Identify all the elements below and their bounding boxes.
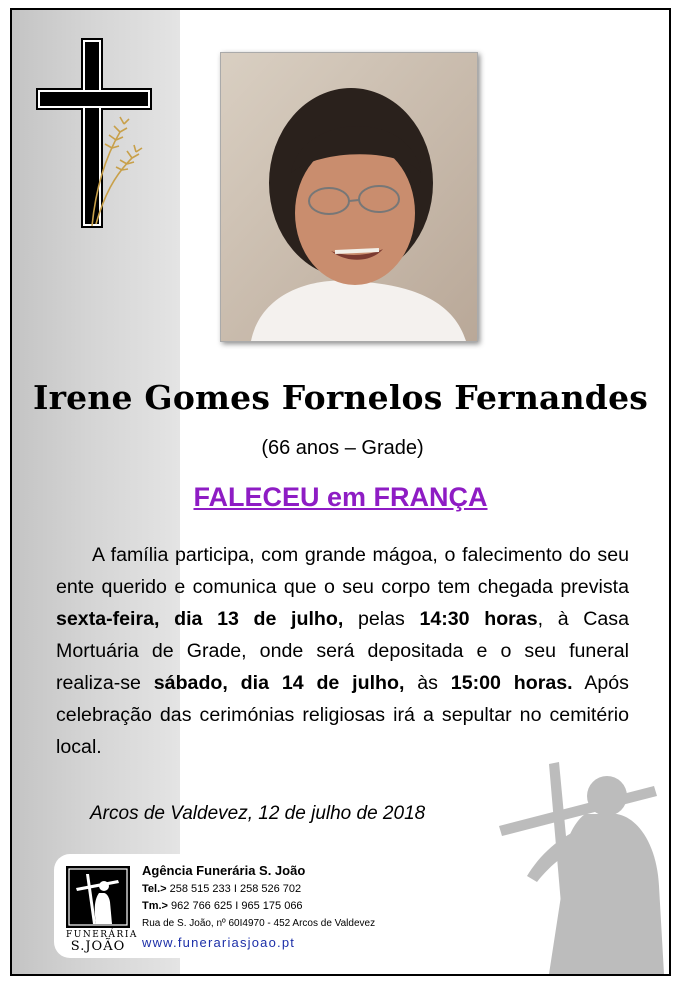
announcement-part: Após celebração das cerimónias religiosas irá a sepultar no cemitério local.: [56, 672, 629, 758]
agency-card: [54, 854, 464, 958]
agency-phone: [142, 881, 462, 898]
mobile-label: Tm.>: [142, 900, 168, 912]
agency-mobile: [142, 898, 462, 915]
place-date: Arcos de Valdevez, 12 de julho de 2018: [90, 803, 426, 824]
obituary-notice: [10, 8, 671, 976]
announcement-part: A família participa, com grande mágoa, o falecimento do seu ente querido e comunica que o seu corpo tem chegada prevista: [56, 544, 629, 598]
cross-icon: [34, 36, 158, 236]
agency-name: Agência Funerária S. João: [142, 863, 306, 878]
agency-website[interactable]: www.funerariasjoao.pt: [142, 935, 296, 950]
logo-word-funeraria: FUNERÁRIA: [66, 930, 138, 940]
tel-numbers: 258 515 233 I 258 526 702: [166, 883, 302, 895]
announcement-part: pelas: [343, 608, 420, 630]
portrait-photo: [220, 52, 478, 342]
tel-label: Tel.>: [142, 883, 167, 895]
announcement-part: , à Casa Mortuária de Grade, onde será depositada e o seu funeral realiza-se: [56, 608, 630, 694]
agency-details: [142, 862, 462, 951]
announcement-bold: 15:00 horas.: [450, 672, 573, 694]
agency-address: Rua de S. João, nº 60I4970 - 452 Arcos de Valdevez: [142, 918, 376, 929]
deceased-age-location: [12, 437, 669, 460]
agency-logo: [66, 866, 138, 958]
headline: FALECEU em FRANÇA: [193, 482, 488, 512]
subtitle-text: (66 anos – Grade): [261, 437, 424, 459]
mobile-numbers: 962 766 625 I 965 175 066: [167, 900, 303, 912]
pilgrim-silhouette: [489, 756, 669, 974]
deceased-name: Irene Gomes Fornelos Fernandes: [32, 378, 649, 417]
logo-word-sjoao: S.JOÃO: [70, 939, 126, 954]
announcement-text: [56, 539, 629, 763]
announcement-bold: 14:30 horas: [419, 608, 538, 630]
announcement-part: às: [404, 672, 451, 694]
logo-emblem: [66, 866, 130, 928]
announcement-bold: sexta-feira, dia 13 de julho,: [56, 608, 344, 630]
announcement-bold: sábado, dia 14 de julho,: [153, 672, 405, 694]
